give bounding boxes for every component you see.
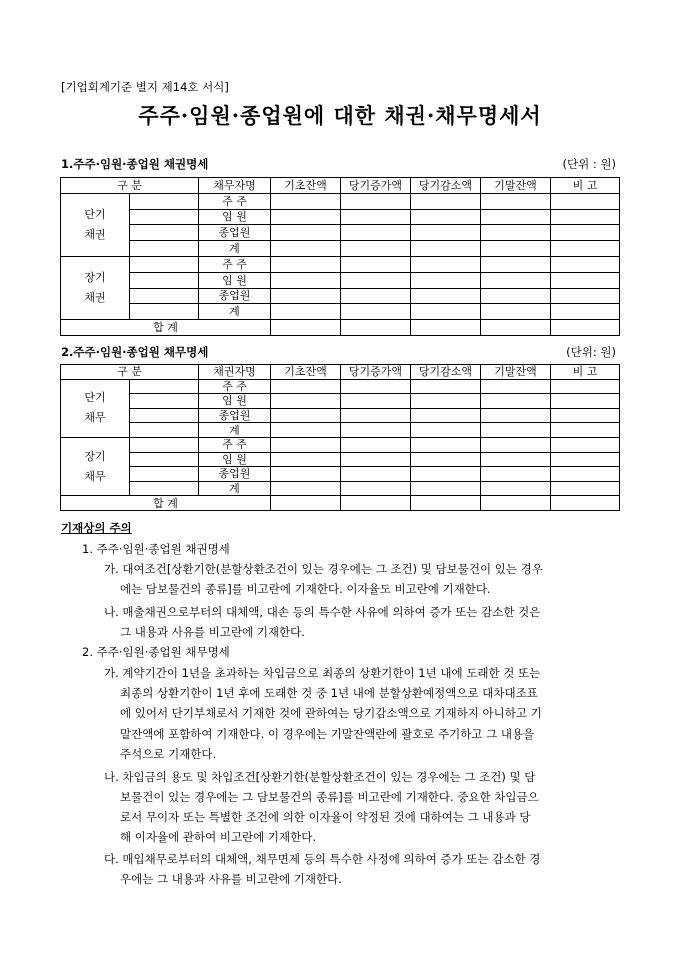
- header-name: 채무자명: [199, 178, 271, 194]
- header-c2: 당기증가액: [341, 365, 411, 380]
- group-label: 단기 채무: [61, 379, 130, 437]
- amount-cell[interactable]: [481, 408, 551, 423]
- row-name: 계: [199, 481, 271, 496]
- amount-cell[interactable]: [551, 408, 620, 423]
- form-label: [기업회계기준 별지 제14호 서식]: [61, 80, 229, 94]
- row-name: 주 주: [199, 256, 271, 272]
- sub-cell[interactable]: [130, 437, 199, 452]
- total-amount-cell[interactable]: [271, 496, 341, 511]
- amount-cell[interactable]: [271, 408, 341, 423]
- amount-cell[interactable]: [341, 379, 411, 394]
- header-gubun: 구 분: [61, 178, 199, 194]
- section1-unit: (단위 : 원): [562, 157, 616, 171]
- table-row: [61, 423, 620, 438]
- table-row: [61, 379, 620, 394]
- amount-cell[interactable]: [341, 193, 411, 209]
- section2-unit: (단위: 원): [566, 345, 616, 359]
- amount-cell[interactable]: [341, 467, 411, 482]
- amount-cell[interactable]: [271, 467, 341, 482]
- row-name: 계: [199, 423, 271, 438]
- amount-cell[interactable]: [341, 209, 411, 225]
- amount-cell[interactable]: [271, 193, 341, 209]
- sub-cell[interactable]: [130, 394, 199, 409]
- amount-cell[interactable]: [551, 209, 620, 225]
- amount-cell[interactable]: [411, 304, 481, 320]
- row-name: 종업원: [199, 467, 271, 482]
- amount-cell[interactable]: [551, 467, 620, 482]
- amount-cell[interactable]: [341, 408, 411, 423]
- note-line: 에 있어서 단기부채로서 기재한 것에 관하여는 당기감소액으로 기재하지 아니하고 기: [120, 706, 542, 720]
- sub-cell[interactable]: [130, 209, 199, 225]
- amount-cell[interactable]: [481, 256, 551, 272]
- note-line: 에는 담보물건의 종류]를 비고란에 기재한다. 이자율도 비고란에 기재한다.: [120, 582, 491, 596]
- amount-cell[interactable]: [411, 256, 481, 272]
- note-line: 우에는 그 내용과 사유를 비고란에 기재한다.: [120, 872, 342, 886]
- amount-cell[interactable]: [411, 225, 481, 241]
- header-c1: 기초잔액: [271, 178, 341, 194]
- row-name: 임 원: [199, 452, 271, 467]
- header-row: [61, 365, 620, 380]
- header-gubun: 구 분: [61, 365, 199, 380]
- section1-heading: 1.주주·임원·종업원 채권명세: [61, 157, 209, 171]
- amount-cell[interactable]: [341, 481, 411, 496]
- amount-cell[interactable]: [271, 241, 341, 257]
- amount-cell[interactable]: [271, 437, 341, 452]
- total-amount-cell[interactable]: [481, 320, 551, 336]
- amount-cell[interactable]: [271, 379, 341, 394]
- note-line: 나. 차입금의 용도 및 차입조건[상환기한(분할상환조건이 있는 경우에는 그 조건) 및 담: [104, 770, 536, 784]
- amount-cell[interactable]: [481, 452, 551, 467]
- amount-cell[interactable]: [551, 452, 620, 467]
- table-row: [61, 272, 620, 288]
- sub-cell[interactable]: [130, 452, 199, 467]
- table-row: [61, 437, 620, 452]
- amount-cell[interactable]: [551, 241, 620, 257]
- amount-cell[interactable]: [271, 288, 341, 304]
- sub-cell[interactable]: [130, 481, 199, 496]
- amount-cell[interactable]: [271, 209, 341, 225]
- sub-cell[interactable]: [130, 408, 199, 423]
- header-c4: 기말잔액: [481, 365, 551, 380]
- amount-cell[interactable]: [341, 452, 411, 467]
- total-row: [61, 320, 620, 336]
- amount-cell[interactable]: [551, 423, 620, 438]
- amount-cell[interactable]: [341, 423, 411, 438]
- notes-title: 기재상의 주의: [61, 521, 132, 535]
- table-row: [61, 225, 620, 241]
- amount-cell[interactable]: [411, 209, 481, 225]
- amount-cell[interactable]: [481, 467, 551, 482]
- amount-cell[interactable]: [341, 288, 411, 304]
- note-line: 최종의 상환기한이 1년 후에 도래한 것 중 1년 내에 분할상환예정액으로 대차대조표: [120, 686, 538, 700]
- amount-cell[interactable]: [271, 481, 341, 496]
- note-line: 보물건이 있는 경우에는 그 담보물건의 종류]를 비고란에 기재한다. 중요한 차입금으: [120, 790, 539, 804]
- note-line: 가. 계약기간이 1년을 초과하는 차입금으로 최종의 상환기한이 1년 내에 도래한 것 또는: [104, 666, 541, 680]
- sub-cell[interactable]: [130, 241, 199, 257]
- amount-cell[interactable]: [271, 423, 341, 438]
- amount-cell[interactable]: [341, 272, 411, 288]
- header-c5: 비 고: [551, 365, 620, 380]
- amount-cell[interactable]: [341, 304, 411, 320]
- amount-cell[interactable]: [271, 272, 341, 288]
- sub-cell[interactable]: [130, 225, 199, 241]
- amount-cell[interactable]: [271, 256, 341, 272]
- header-c3: 당기감소액: [411, 178, 481, 194]
- amount-cell[interactable]: [341, 225, 411, 241]
- amount-cell[interactable]: [271, 225, 341, 241]
- group-label: 단기 채권: [61, 193, 130, 256]
- table-row: [61, 241, 620, 257]
- table-row: [61, 467, 620, 482]
- total-label: 합 계: [61, 496, 271, 511]
- amount-cell[interactable]: [411, 437, 481, 452]
- sub-cell[interactable]: [130, 467, 199, 482]
- amount-cell[interactable]: [271, 394, 341, 409]
- note-line: 1. 주주·임원·종업원 채권명세: [82, 542, 230, 556]
- row-name: 주 주: [199, 379, 271, 394]
- row-name: 종업원: [199, 408, 271, 423]
- sub-cell[interactable]: [130, 256, 199, 272]
- amount-cell[interactable]: [551, 256, 620, 272]
- amount-cell[interactable]: [481, 304, 551, 320]
- amount-cell[interactable]: [411, 452, 481, 467]
- amount-cell[interactable]: [411, 241, 481, 257]
- header-c5: 비 고: [551, 178, 620, 194]
- note-line: 로서 무이자 또는 특별한 조건에 의한 이자율이 약정된 것에 대하여는 그 내용과 당: [120, 810, 531, 824]
- group-label: 장기 채무: [61, 437, 130, 495]
- header-c1: 기초잔액: [271, 365, 341, 380]
- total-amount-cell[interactable]: [341, 320, 411, 336]
- amount-cell[interactable]: [551, 394, 620, 409]
- amount-cell[interactable]: [271, 304, 341, 320]
- total-label: 합 계: [61, 320, 271, 336]
- amount-cell[interactable]: [481, 193, 551, 209]
- amount-cell[interactable]: [551, 193, 620, 209]
- amount-cell[interactable]: [411, 467, 481, 482]
- sub-cell[interactable]: [130, 272, 199, 288]
- total-amount-cell[interactable]: [481, 496, 551, 511]
- amount-cell[interactable]: [551, 225, 620, 241]
- row-name: 임 원: [199, 394, 271, 409]
- total-row: [61, 496, 620, 511]
- note-line: 해 이자율에 관하여 비고란에 기재한다.: [120, 830, 317, 844]
- header-row: [61, 178, 620, 194]
- row-name: 계: [199, 241, 271, 257]
- note-line: 그 내용과 사유를 비고란에 기재한다.: [120, 625, 305, 639]
- total-amount-cell[interactable]: [551, 320, 620, 336]
- amount-cell[interactable]: [481, 225, 551, 241]
- sub-cell[interactable]: [130, 288, 199, 304]
- amount-cell[interactable]: [341, 437, 411, 452]
- row-name: 종업원: [199, 225, 271, 241]
- header-c4: 기말잔액: [481, 178, 551, 194]
- amount-cell[interactable]: [481, 481, 551, 496]
- amount-cell[interactable]: [341, 394, 411, 409]
- amount-cell[interactable]: [411, 408, 481, 423]
- note-line: 가. 대여조건[상환기한(분할상환조건이 있는 경우에는 그 조건) 및 담보물건이 있는 경우: [104, 562, 543, 576]
- sub-cell[interactable]: [130, 423, 199, 438]
- note-line: 말잔액에 포함하여 기재한다. 이 경우에는 기말잔액란에 괄호로 주기하고 그 내용을: [120, 727, 535, 741]
- amount-cell[interactable]: [411, 379, 481, 394]
- amount-cell[interactable]: [481, 272, 551, 288]
- table-row: [61, 408, 620, 423]
- receivables-table: [60, 177, 620, 336]
- amount-cell[interactable]: [551, 437, 620, 452]
- payables-table: [60, 364, 620, 511]
- total-amount-cell[interactable]: [341, 496, 411, 511]
- sub-cell[interactable]: [130, 304, 199, 320]
- row-name: 주 주: [199, 437, 271, 452]
- total-amount-cell[interactable]: [271, 320, 341, 336]
- amount-cell[interactable]: [551, 379, 620, 394]
- amount-cell[interactable]: [481, 209, 551, 225]
- amount-cell[interactable]: [481, 241, 551, 257]
- row-name: 종업원: [199, 288, 271, 304]
- table-row: [61, 193, 620, 209]
- row-name: 임 원: [199, 272, 271, 288]
- amount-cell[interactable]: [411, 272, 481, 288]
- table-row: [61, 452, 620, 467]
- amount-cell[interactable]: [481, 394, 551, 409]
- note-line: 2. 주주·임원·종업원 채무명세: [82, 645, 230, 659]
- amount-cell[interactable]: [411, 394, 481, 409]
- amount-cell[interactable]: [481, 379, 551, 394]
- table-row: [61, 209, 620, 225]
- row-name: 임 원: [199, 209, 271, 225]
- amount-cell[interactable]: [411, 193, 481, 209]
- amount-cell[interactable]: [411, 288, 481, 304]
- amount-cell[interactable]: [271, 452, 341, 467]
- table-row: [61, 481, 620, 496]
- section2-heading: 2.주주·임원·종업원 채무명세: [61, 345, 209, 359]
- amount-cell[interactable]: [551, 481, 620, 496]
- amount-cell[interactable]: [551, 288, 620, 304]
- page-title: 주주·임원·종업원에 대한 채권·채무명세서: [138, 103, 542, 128]
- header-name: 채권자명: [199, 365, 271, 380]
- amount-cell[interactable]: [481, 437, 551, 452]
- amount-cell[interactable]: [411, 481, 481, 496]
- table-row: [61, 256, 620, 272]
- total-amount-cell[interactable]: [411, 496, 481, 511]
- sub-cell[interactable]: [130, 379, 199, 394]
- total-amount-cell[interactable]: [551, 496, 620, 511]
- amount-cell[interactable]: [341, 256, 411, 272]
- note-line: 주석으로 기재한다.: [120, 747, 217, 761]
- header-c2: 당기증가액: [341, 178, 411, 194]
- row-name: 계: [199, 304, 271, 320]
- table-row: [61, 304, 620, 320]
- amount-cell[interactable]: [341, 241, 411, 257]
- amount-cell[interactable]: [411, 423, 481, 438]
- amount-cell[interactable]: [481, 423, 551, 438]
- sub-cell[interactable]: [130, 193, 199, 209]
- total-amount-cell[interactable]: [411, 320, 481, 336]
- amount-cell[interactable]: [551, 272, 620, 288]
- note-line: 나. 매출채권으로부터의 대체액, 대손 등의 특수한 사유에 의하여 증가 또는 감소한 것은: [104, 605, 541, 619]
- table-row: [61, 288, 620, 304]
- row-name: 주 주: [199, 193, 271, 209]
- group-label: 장기 채권: [61, 256, 130, 319]
- header-c3: 당기감소액: [411, 365, 481, 380]
- amount-cell[interactable]: [481, 288, 551, 304]
- note-line: 다. 매입채무로부터의 대체액, 채무면제 등의 특수한 사정에 의하여 증가 또는 감소한 경: [104, 852, 541, 866]
- amount-cell[interactable]: [551, 304, 620, 320]
- table-row: [61, 394, 620, 409]
